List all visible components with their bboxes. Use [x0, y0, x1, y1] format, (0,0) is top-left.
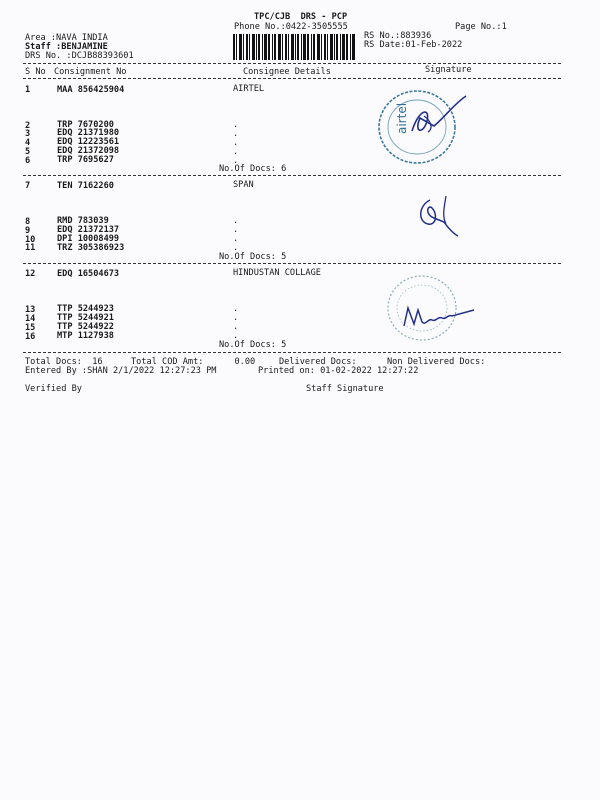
dot: .	[233, 147, 239, 157]
verified-by: Verified By	[25, 384, 82, 394]
row-consignment: TTP 5244921	[57, 313, 114, 323]
rs-date: RS Date:01-Feb-2022	[364, 40, 463, 50]
row-sno: 3	[25, 129, 31, 139]
entered-by: Entered By :SHAN 2/1/2022 12:27:23 PM	[25, 366, 217, 376]
dot: .	[233, 322, 239, 332]
dot: .	[233, 120, 239, 130]
dot: .	[233, 138, 239, 148]
dot: .	[233, 225, 239, 235]
row-sno: 5	[25, 147, 31, 157]
row-sno: 15	[25, 323, 36, 333]
row-consignment: EDQ 21371980	[57, 128, 120, 138]
barcode	[231, 33, 357, 61]
col-sno: S No	[25, 67, 46, 77]
row-sno: 4	[25, 138, 31, 148]
dot: .	[233, 331, 239, 341]
row-consignment: DPI 10008499	[57, 234, 120, 244]
row-consignment: MAA 856425904	[57, 85, 125, 95]
row-consignment: TRZ 305386923	[57, 243, 125, 253]
row-sno: 16	[25, 332, 36, 342]
row-consignment: TTP 5244923	[57, 304, 114, 314]
col-consignment: Consignment No	[54, 67, 127, 77]
row-consignment: TRP 7695627	[57, 155, 114, 165]
row-sno: 6	[25, 156, 31, 166]
dot: .	[233, 313, 239, 323]
row-sno: 12	[25, 269, 36, 279]
consignee-name: HINDUSTAN COLLAGE	[233, 268, 321, 278]
phone-number: Phone No.:0422-3505555	[234, 22, 348, 32]
total-docs: Total Docs: 16	[25, 357, 103, 367]
dot: .	[233, 129, 239, 139]
printed-on: Printed on: 01-02-2022 12:27:22	[258, 366, 419, 376]
row-sno: 1	[25, 85, 31, 95]
no-of-docs: No.Of Docs: 5	[219, 340, 287, 350]
span-signature	[410, 192, 462, 240]
dot: .	[233, 304, 239, 314]
no-of-docs: No.Of Docs: 5	[219, 252, 287, 262]
drs-number: DRS No. :DCJB88393601	[25, 51, 134, 61]
area-label: Area :NAVA INDIA	[25, 33, 108, 43]
divider	[23, 352, 561, 353]
rs-number: RS No.:883936	[364, 31, 432, 41]
dot: .	[233, 156, 239, 166]
row-consignment: TEN 7162260	[57, 181, 114, 191]
divider	[23, 63, 561, 64]
airtel-stamp	[372, 86, 472, 168]
hindustan-stamp	[382, 272, 478, 348]
row-sno: 11	[25, 243, 36, 253]
row-consignment: EDQ 16504673	[57, 269, 120, 279]
row-sno: 2	[25, 121, 31, 131]
dot: .	[233, 234, 239, 244]
staff-label: Staff :BENJAMINE	[25, 42, 108, 52]
consignee-name: AIRTEL	[233, 84, 265, 94]
divider	[23, 263, 561, 264]
row-consignment: EDQ 21372137	[57, 225, 120, 235]
row-sno: 10	[25, 235, 36, 245]
row-sno: 9	[25, 226, 31, 236]
stamp-text: airtel	[395, 102, 409, 134]
divider	[23, 175, 561, 176]
divider	[23, 78, 561, 79]
non-delivered-docs: Non Delivered Docs:	[387, 357, 486, 367]
col-signature: Signature	[425, 65, 472, 75]
row-sno: 14	[25, 314, 36, 324]
document-title: TPC/CJB DRS - PCP	[254, 12, 348, 22]
delivered-docs: Delivered Docs:	[279, 357, 357, 367]
row-consignment: MTP 1127938	[57, 331, 114, 341]
col-consignee: Consignee Details	[243, 67, 331, 77]
row-consignment: RMD 783039	[57, 216, 109, 226]
consignee-name: SPAN	[233, 180, 254, 190]
row-sno: 13	[25, 305, 36, 315]
row-consignment: TTP 5244922	[57, 322, 114, 332]
row-consignment: EDQ 12223561	[57, 137, 120, 147]
row-consignment: TRP 7670200	[57, 120, 114, 130]
page-number: Page No.:1	[455, 22, 507, 32]
row-sno: 8	[25, 217, 31, 227]
staff-signature-label: Staff Signature	[306, 384, 384, 394]
total-cod-amount: Total COD Amt: 0.00	[131, 357, 256, 367]
dot: .	[233, 216, 239, 226]
row-consignment: EDQ 21372098	[57, 146, 120, 156]
row-sno: 7	[25, 181, 31, 191]
dot: .	[233, 243, 239, 253]
no-of-docs: No.Of Docs: 6	[219, 164, 287, 174]
